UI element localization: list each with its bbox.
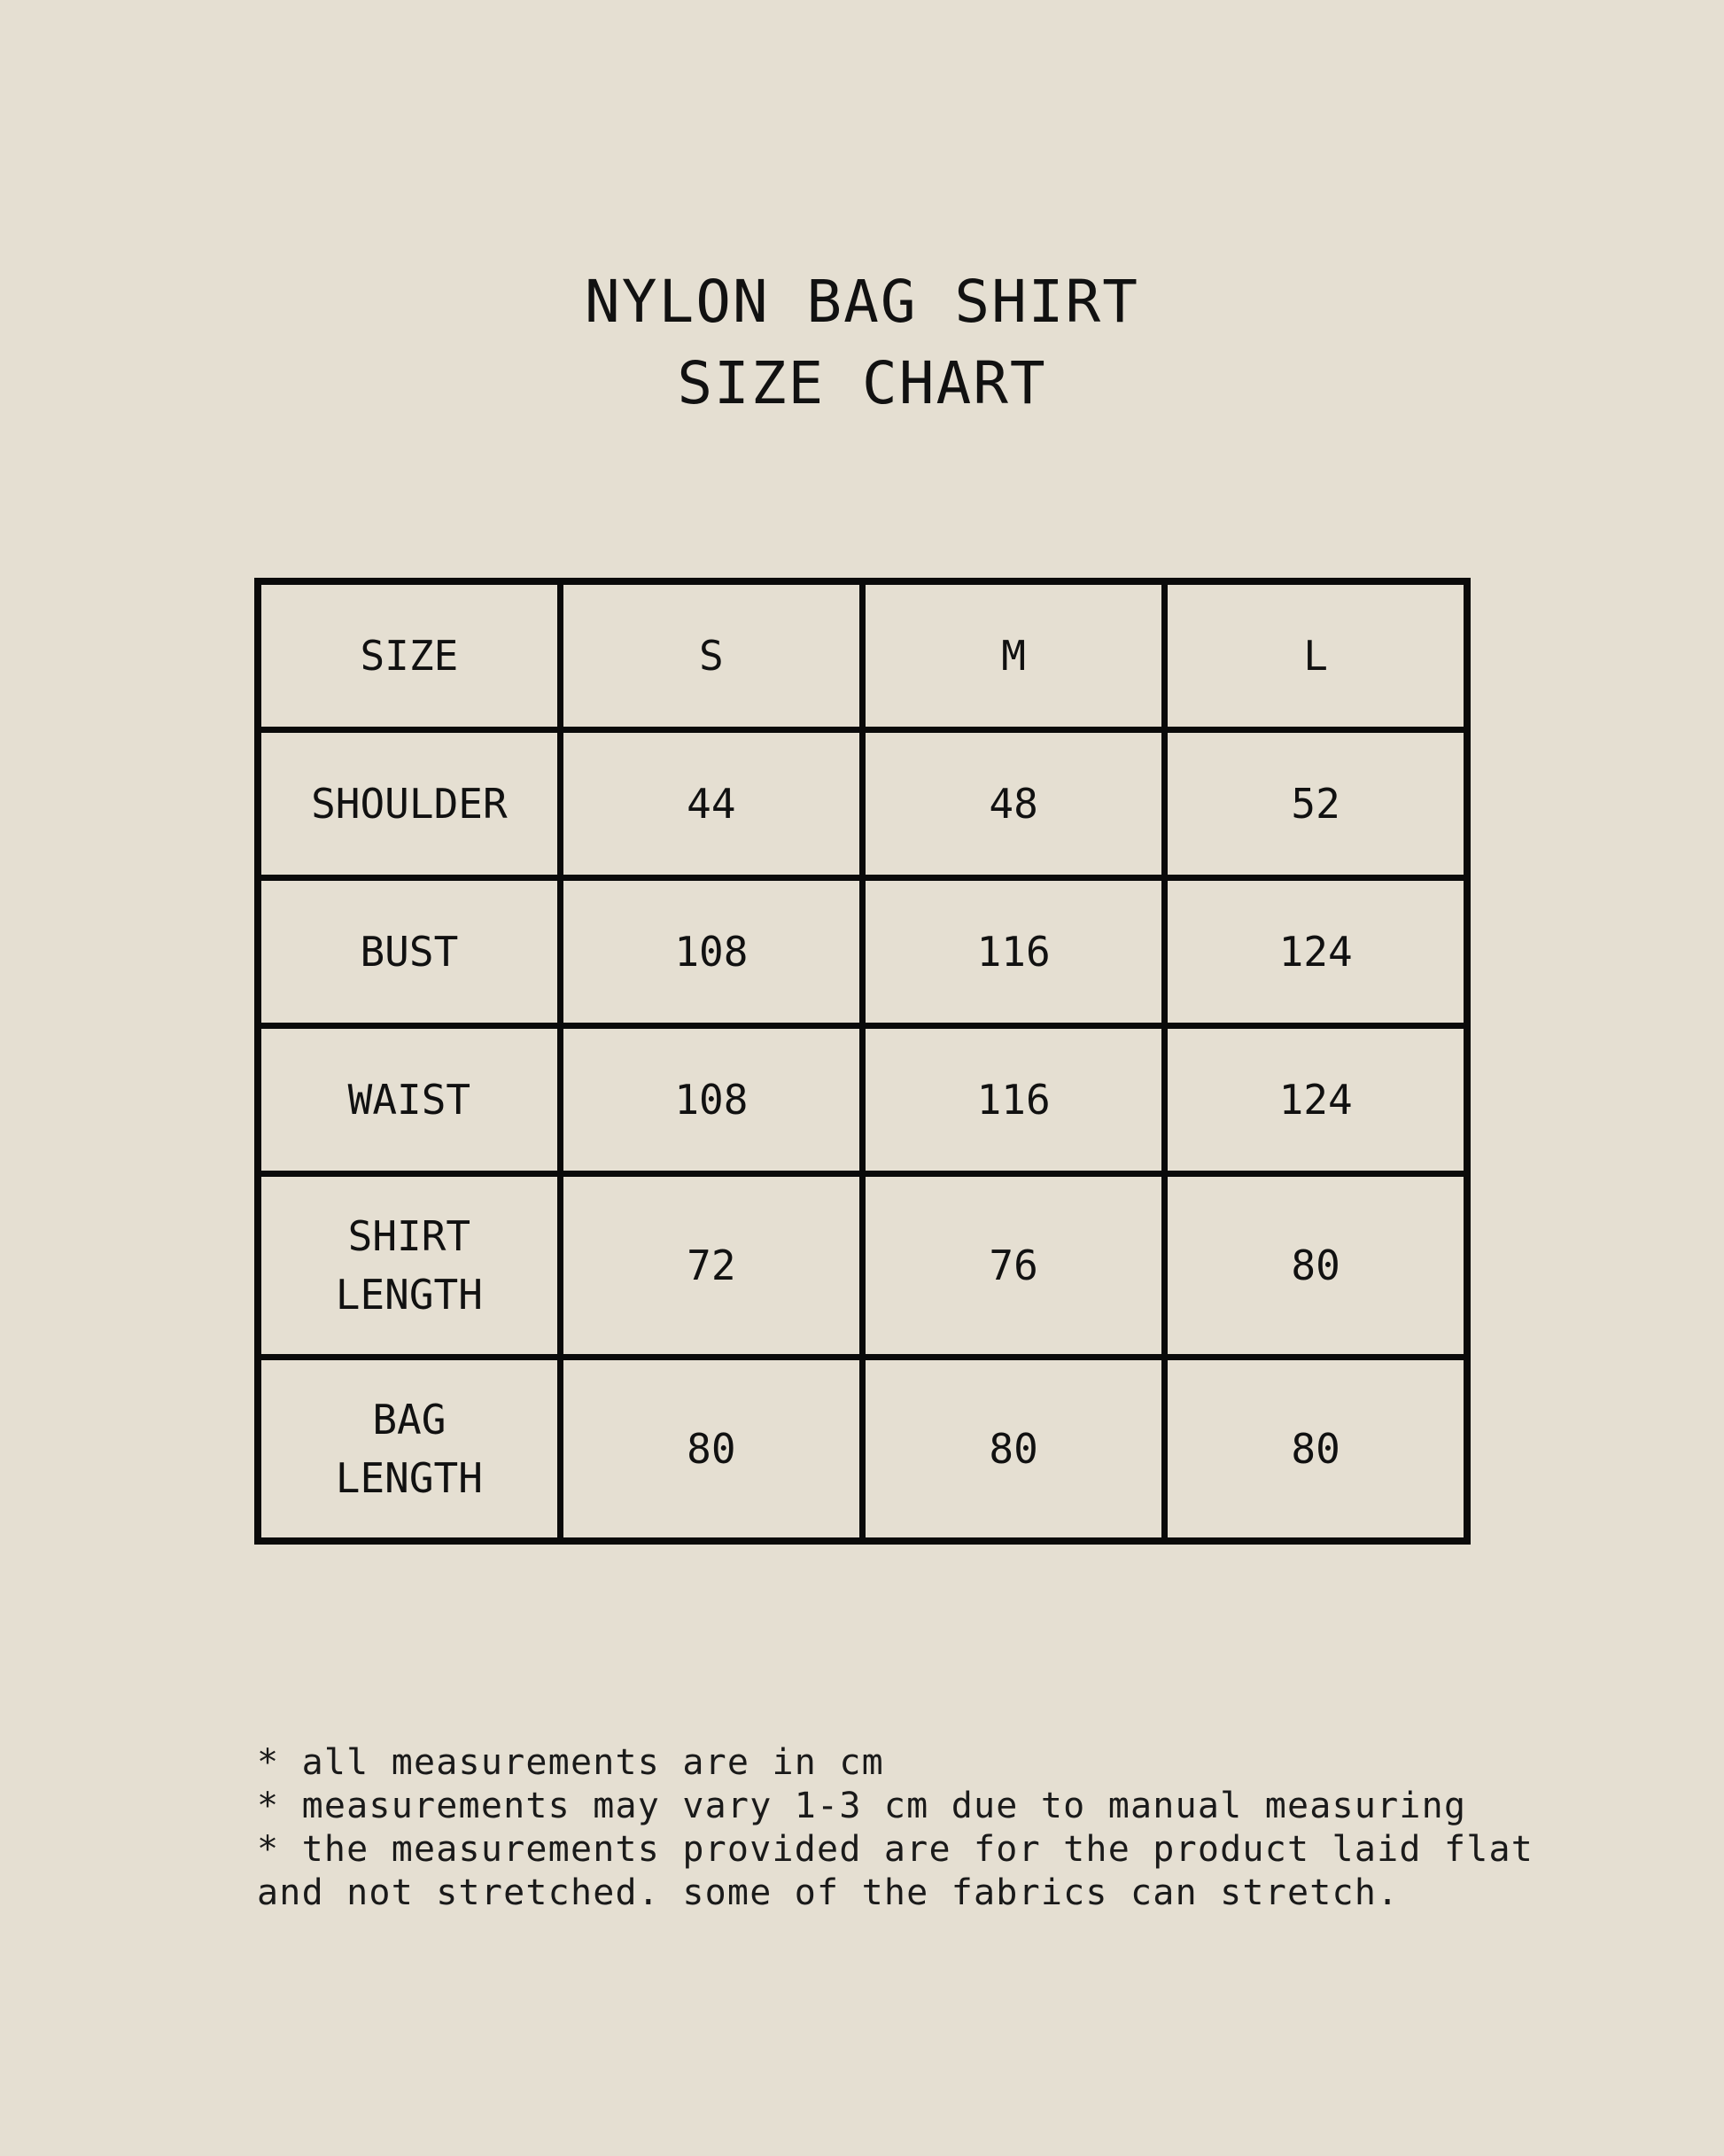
cell-value: 124: [1165, 1026, 1467, 1174]
title-line-chart: SIZE CHART: [677, 349, 1047, 417]
cell-value: 80: [863, 1358, 1165, 1542]
note-line: * all measurements are in cm: [257, 1742, 884, 1783]
row-label: SHOULDER: [258, 730, 560, 878]
size-chart-table: [254, 578, 1471, 1545]
cell-value: 52: [1165, 730, 1467, 878]
cell-value: 124: [1165, 878, 1467, 1026]
note-line: * the measurements provided are for the product laid flat: [257, 1829, 1534, 1870]
header-cell-size: SIZE: [258, 581, 560, 730]
cell-value: 48: [863, 730, 1165, 878]
note-line: * measurements may vary 1-3 cm due to manual measuring: [257, 1786, 1467, 1826]
table-row-bust: [258, 878, 1467, 1026]
row-label: BUST: [258, 878, 560, 1026]
note-line: and not stretched. some of the fabrics can stretch.: [257, 1872, 1400, 1913]
cell-value: 116: [863, 878, 1165, 1026]
row-label: SHIRT LENGTH: [258, 1174, 560, 1358]
cell-value: 80: [560, 1358, 862, 1542]
row-label: WAIST: [258, 1026, 560, 1174]
cell-value: 108: [560, 1026, 862, 1174]
header-cell-s: S: [560, 581, 862, 730]
table-row-shirt-length: [258, 1174, 1467, 1358]
cell-value: 76: [863, 1174, 1165, 1358]
table-row-waist: [258, 1026, 1467, 1174]
title-line-product: NYLON BAG SHIRT: [584, 268, 1140, 336]
row-label: BAG LENGTH: [258, 1358, 560, 1542]
page-title: [0, 261, 1724, 424]
header-cell-l: L: [1165, 581, 1467, 730]
cell-value: 80: [1165, 1174, 1467, 1358]
measurement-notes: [257, 1741, 1586, 1915]
cell-value: 116: [863, 1026, 1165, 1174]
table-header-row: [258, 581, 1467, 730]
cell-value: 72: [560, 1174, 862, 1358]
header-cell-m: M: [863, 581, 1165, 730]
cell-value: 108: [560, 878, 862, 1026]
table-row-shoulder: [258, 730, 1467, 878]
table-row-bag-length: [258, 1358, 1467, 1542]
cell-value: 44: [560, 730, 862, 878]
cell-value: 80: [1165, 1358, 1467, 1542]
